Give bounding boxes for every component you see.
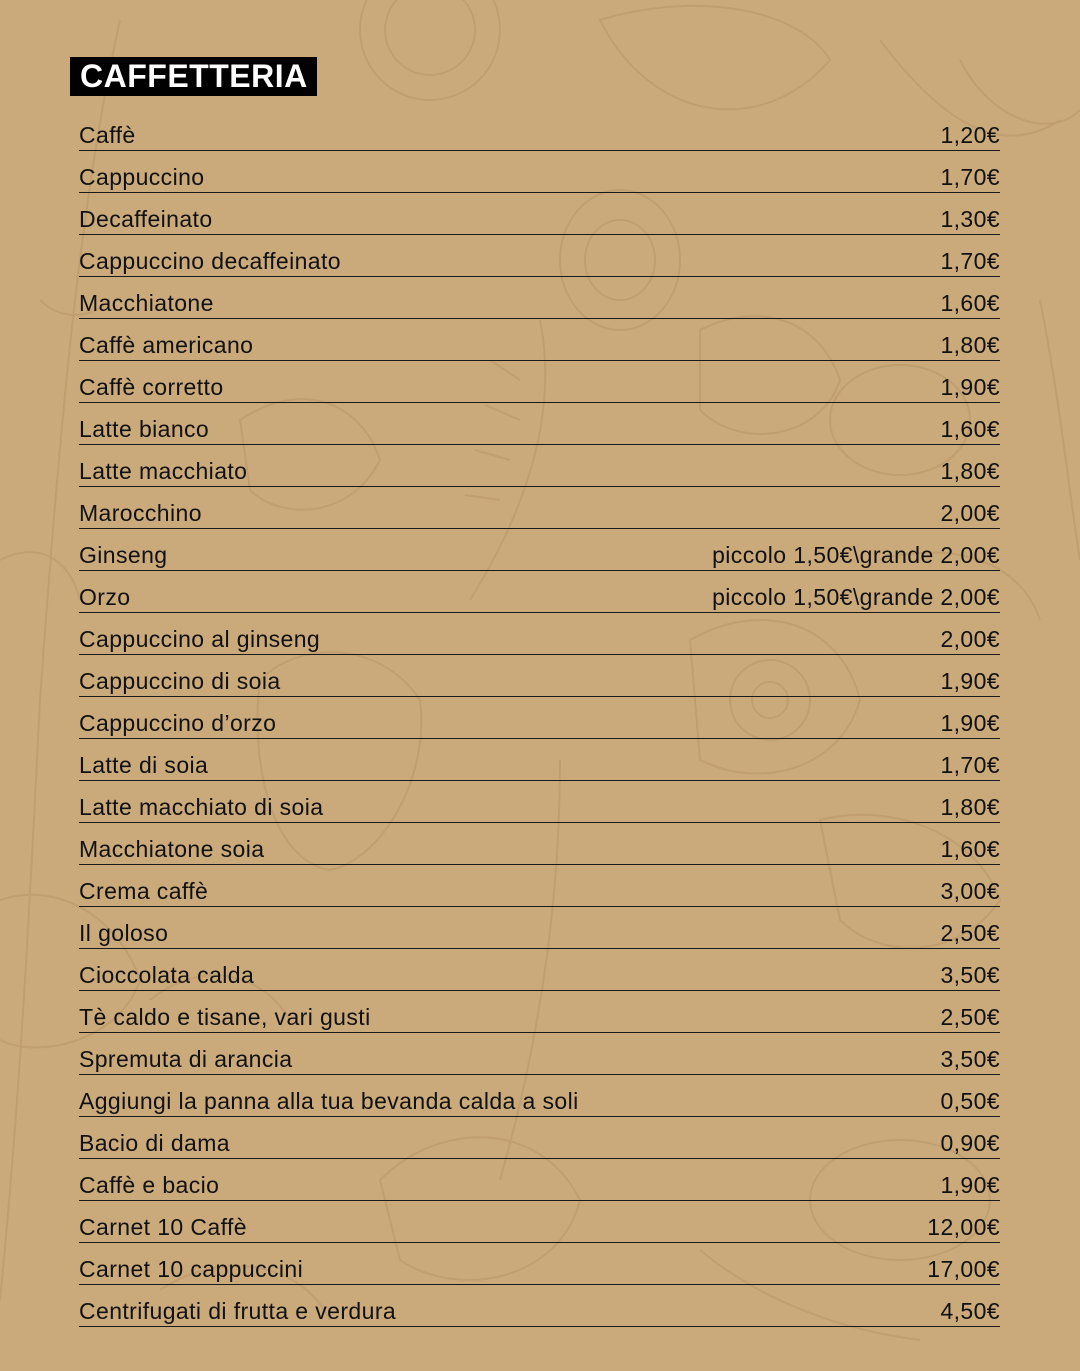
menu-item-name: Spremuta di arancia	[79, 1046, 293, 1072]
menu-item-price: 1,90€	[940, 1172, 1000, 1198]
menu-item-price: 3,50€	[940, 962, 1000, 988]
menu-item-name: Latte macchiato di soia	[79, 794, 324, 820]
menu-item-row	[79, 404, 1000, 445]
menu-item-price: 2,00€	[940, 500, 1000, 526]
menu-item-row	[79, 782, 1000, 823]
menu-item-price: 1,80€	[940, 794, 1000, 820]
menu-list	[79, 110, 1000, 1327]
menu-item-row	[79, 278, 1000, 319]
menu-item-price: 3,00€	[940, 878, 1000, 904]
menu-item-row	[79, 1160, 1000, 1201]
menu-item-price: 1,70€	[940, 752, 1000, 778]
menu-item-row	[79, 1202, 1000, 1243]
menu-item-price: 1,90€	[940, 668, 1000, 694]
menu-item-name: Cappuccino al ginseng	[79, 626, 321, 652]
menu-item-name: Crema caffè	[79, 878, 209, 904]
menu-item-name: Orzo	[79, 584, 131, 610]
menu-item-name: Centrifugati di frutta e verdura	[79, 1298, 397, 1324]
menu-item-price: 2,50€	[940, 1004, 1000, 1030]
menu-item-row	[79, 530, 1000, 571]
menu-item-name: Cappuccino decaffeinato	[79, 248, 341, 274]
menu-item-name: Il goloso	[79, 920, 169, 946]
menu-item-price: 0,90€	[940, 1130, 1000, 1156]
menu-item-name: Caffè e bacio	[79, 1172, 220, 1198]
menu-item-row	[79, 698, 1000, 739]
menu-item-name: Aggiungi la panna alla tua bevanda calda a soli	[79, 1088, 579, 1114]
menu-item-row	[79, 320, 1000, 361]
menu-item-row	[79, 572, 1000, 613]
menu-item-price: 3,50€	[940, 1046, 1000, 1072]
menu-item-row	[79, 194, 1000, 235]
menu-item-row	[79, 866, 1000, 907]
menu-item-price: 1,60€	[940, 836, 1000, 862]
menu-item-row	[79, 1118, 1000, 1159]
menu-item-row	[79, 236, 1000, 277]
menu-item-name: Bacio di dama	[79, 1130, 230, 1156]
menu-item-row	[79, 656, 1000, 697]
menu-item-name: Tè caldo e tisane, vari gusti	[79, 1004, 371, 1030]
menu-item-name: Marocchino	[79, 500, 202, 526]
menu-item-name: Cappuccino d’orzo	[79, 710, 277, 736]
menu-item-price: 1,60€	[940, 290, 1000, 316]
menu-item-price: 4,50€	[940, 1298, 1000, 1324]
menu-item-price: 1,80€	[940, 458, 1000, 484]
menu-item-name: Latte bianco	[79, 416, 210, 442]
menu-item-row	[79, 152, 1000, 193]
menu-item-name: Latte macchiato	[79, 458, 248, 484]
menu-item-row	[79, 110, 1000, 151]
menu-item-name: Decaffeinato	[79, 206, 213, 232]
menu-item-price: 1,70€	[940, 164, 1000, 190]
menu-item-price: 12,00€	[927, 1214, 1000, 1240]
menu-item-name: Macchiatone soia	[79, 836, 265, 862]
menu-item-price: 0,50€	[940, 1088, 1000, 1114]
menu-item-price: 1,90€	[940, 374, 1000, 400]
menu-item-price: 2,00€	[940, 626, 1000, 652]
menu-item-name: Cappuccino	[79, 164, 205, 190]
menu-item-price: 1,70€	[940, 248, 1000, 274]
menu-item-row	[79, 740, 1000, 781]
menu-item-price: piccolo 1,50€\grande 2,00€	[712, 584, 1000, 610]
menu-item-row	[79, 446, 1000, 487]
menu-item-price: 1,80€	[940, 332, 1000, 358]
menu-item-row	[79, 950, 1000, 991]
menu-item-row	[79, 1286, 1000, 1327]
menu-item-row	[79, 992, 1000, 1033]
menu-item-row	[79, 614, 1000, 655]
menu-item-price: piccolo 1,50€\grande 2,00€	[712, 542, 1000, 568]
menu-item-row	[79, 488, 1000, 529]
menu-item-price: 2,50€	[940, 920, 1000, 946]
menu-item-price: 17,00€	[927, 1256, 1000, 1282]
menu-item-price: 1,20€	[940, 122, 1000, 148]
menu-item-row	[79, 908, 1000, 949]
menu-item-name: Caffè	[79, 122, 136, 148]
menu-item-price: 1,90€	[940, 710, 1000, 736]
menu-item-name: Caffè corretto	[79, 374, 224, 400]
menu-item-row	[79, 1076, 1000, 1117]
menu-item-price: 1,30€	[940, 206, 1000, 232]
menu-item-row	[79, 362, 1000, 403]
menu-item-name: Carnet 10 cappuccini	[79, 1256, 304, 1282]
menu-item-name: Cappuccino di soia	[79, 668, 281, 694]
menu-item-row	[79, 824, 1000, 865]
menu-item-name: Macchiatone	[79, 290, 214, 316]
section-title: CAFFETTERIA	[70, 57, 317, 96]
menu-item-row	[79, 1034, 1000, 1075]
menu-item-row	[79, 1244, 1000, 1285]
menu-item-name: Caffè americano	[79, 332, 254, 358]
menu-item-name: Ginseng	[79, 542, 168, 568]
menu-item-price: 1,60€	[940, 416, 1000, 442]
menu-item-name: Carnet 10 Caffè	[79, 1214, 247, 1240]
menu-item-name: Cioccolata calda	[79, 962, 255, 988]
menu-item-name: Latte di soia	[79, 752, 209, 778]
